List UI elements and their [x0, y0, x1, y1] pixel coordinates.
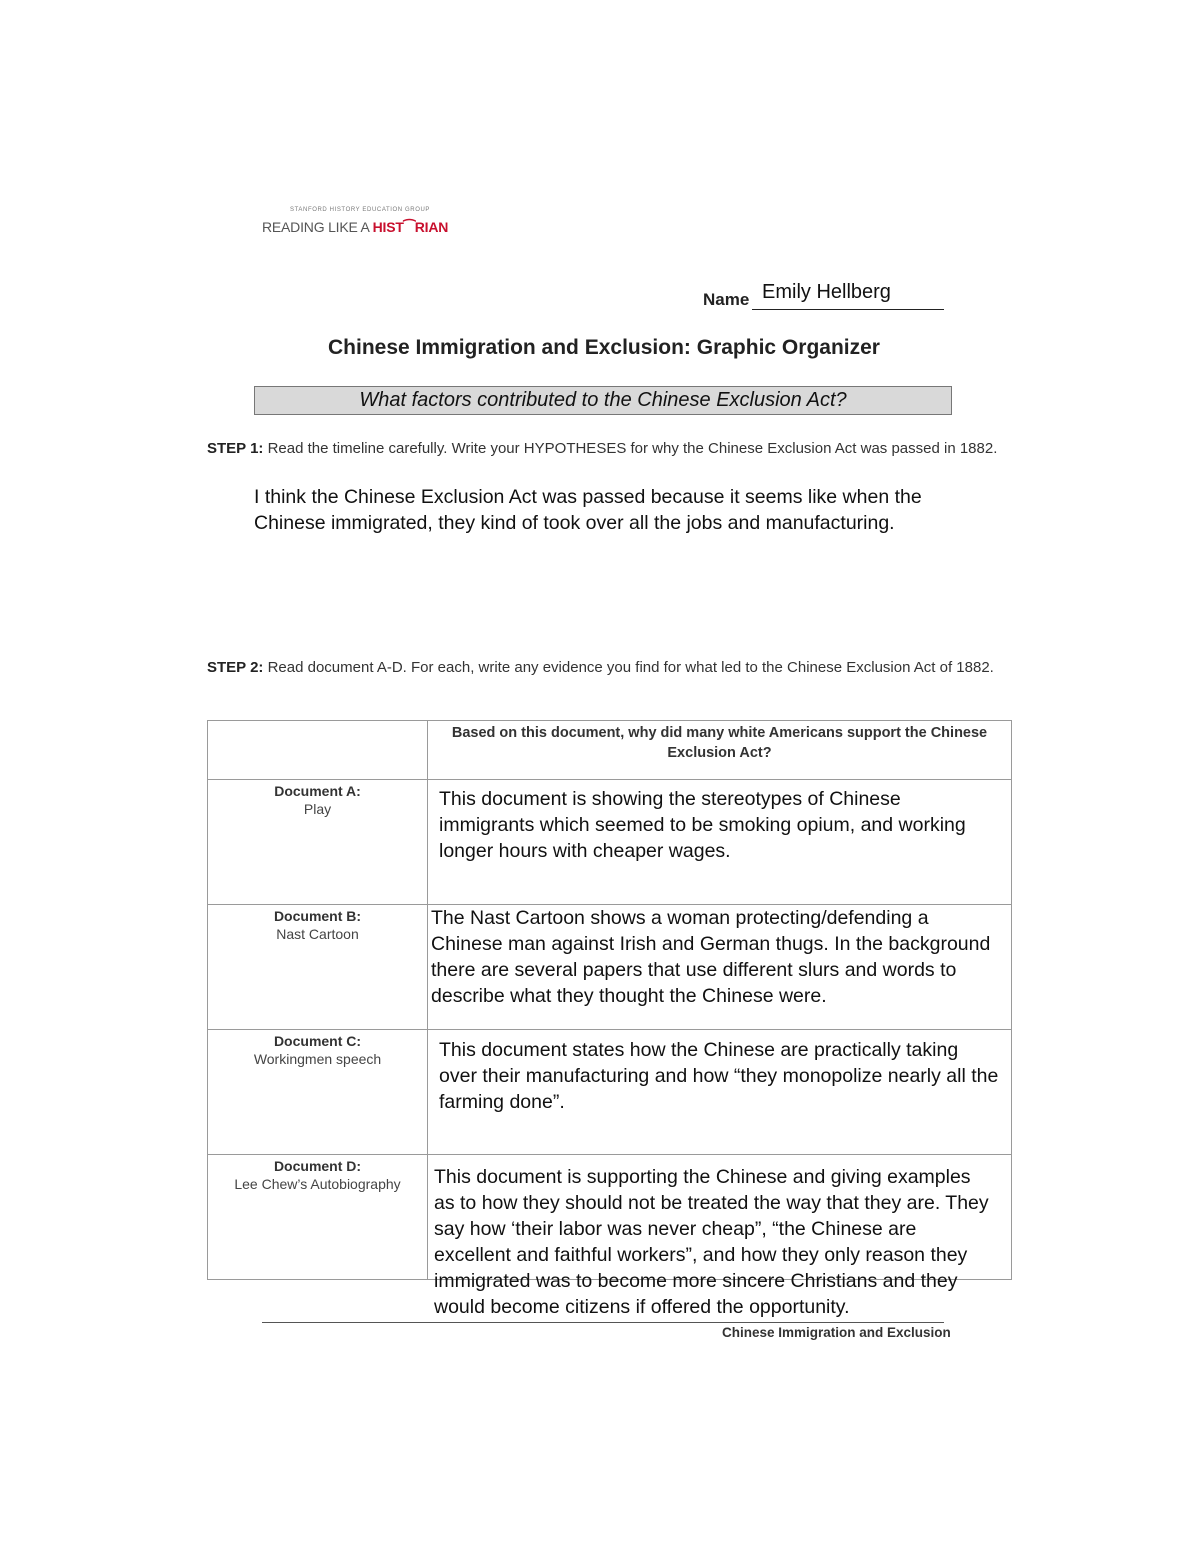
step1-instructions	[207, 439, 1007, 458]
document-label: Document A:	[274, 783, 361, 799]
footer-divider	[262, 1322, 944, 1323]
name-field[interactable]: Emily Hellberg	[762, 281, 891, 303]
document-a-answer[interactable]: This document is showing the stereotypes of Chinese immigrants which seemed to be smoking opium, and working longer hours with cheaper wages.	[439, 788, 966, 862]
document-c-answer[interactable]: This document states how the Chinese are practically taking over their manufacturing and how “they monopolize nearly all the farming done”.	[439, 1039, 999, 1113]
central-question: What factors contributed to the Chinese Exclusion Act?	[359, 389, 847, 411]
document-b-cell	[208, 905, 428, 1030]
document-label: Document C:	[273, 1033, 362, 1049]
document-b-answer[interactable]: The Nast Cartoon shows a woman protecting/defending a Chinese man against Irish and German thugs. In the background there are several papers that use different slurs and words to describe what they thought the Chinese were.	[431, 907, 991, 1007]
central-question-box	[254, 386, 952, 415]
document-label: Document B:	[273, 908, 362, 924]
table-header-row	[208, 721, 1012, 780]
step2-text: Read document A-D. For each, write any evidence you find for what led to the Chinese Exclusion Act of 1882.	[263, 659, 994, 676]
logo-word-left: READING LIKE A	[262, 219, 373, 235]
document-source: Nast Cartoon	[276, 926, 359, 942]
footer-text: Chinese Immigration and Exclusion	[722, 1325, 951, 1340]
reading-like-a-historian-logo	[262, 207, 452, 241]
table-header: Based on this document, why did many white Americans support the Chinese Exclusion Act?	[428, 721, 1012, 780]
header-empty-cell	[208, 721, 428, 780]
document-c-cell	[208, 1030, 428, 1155]
step2-label: STEP 2:	[207, 659, 264, 676]
document-label: Document D:	[273, 1158, 362, 1174]
document-d-cell	[208, 1155, 428, 1280]
page-title: Chinese Immigration and Exclusion: Graphic Organizer	[328, 336, 880, 359]
document-source: Lee Chew’s Autobiography	[234, 1176, 401, 1192]
hypothesis-answer[interactable]: I think the Chinese Exclusion Act was passed because it seems like when the Chinese immigrated, they kind of took over all the jobs and manufacturing.	[254, 486, 922, 534]
name-underline	[752, 309, 944, 310]
step1-text: Read the timeline carefully. Write your HYPOTHESES for why the Chinese Exclusion Act was passed in 1882.	[263, 440, 998, 457]
step2-instructions	[207, 658, 1007, 677]
step1-label: STEP 1:	[207, 440, 264, 457]
logo-o-mark: ⁀	[403, 219, 415, 235]
logo-word-red: HIST	[372, 219, 404, 235]
name-label: Name	[703, 290, 750, 309]
logo-wordmark	[262, 219, 448, 236]
logo-word-right: RIAN	[414, 219, 449, 235]
document-source: Workingmen speech	[253, 1051, 382, 1067]
document-d-answer[interactable]: This document is supporting the Chinese and giving examples as to how they should not be treated the way that they are. They say how ‘their labor was never cheap”, “the Chinese are excellent and faithful workers”, and how they only reason they immigrated was to become more sincere Christians and they would become citizens if offered the opportunity.	[434, 1166, 989, 1318]
document-a-cell	[208, 780, 428, 905]
logo-subtitle: STANFORD HISTORY EDUCATION GROUP	[290, 207, 430, 213]
document-source: Play	[303, 801, 332, 817]
